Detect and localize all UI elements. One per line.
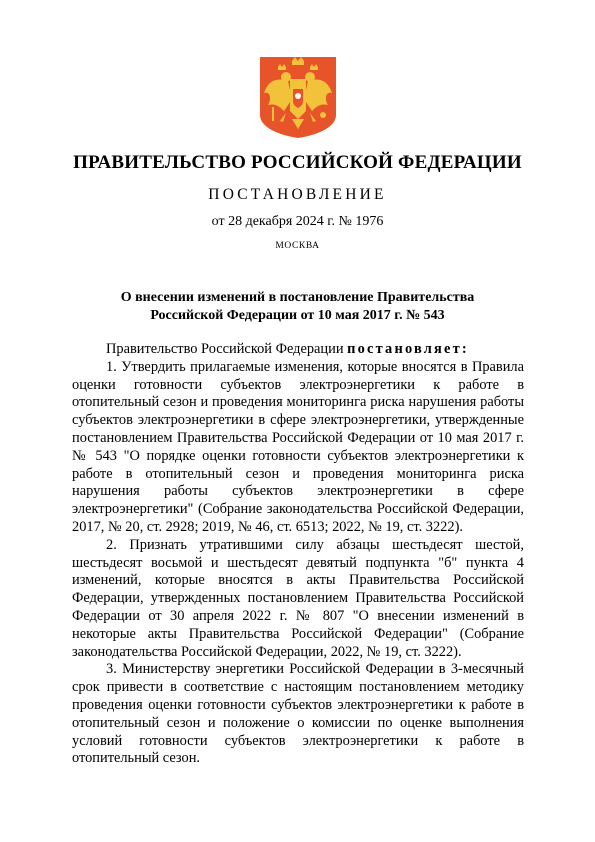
paragraph-1: 1. Утвердить прилагаемые изменения, которые вносятся в Правила оценки готовности субъектов электроэнергетики к работе в отопительный сезон и проведения мониторинга риска нарушения работы субъектов электроэнергетики в сфере электроэнергетики, утвержденные постановлением Правительства Российской Федерации от 10 мая 2017 г. № 543 "О порядке оценки готовности субъектов электроэнергетики к работе в отопительный сезон и проведения мониторинга риска нарушения работы субъектов электроэнергетики в сфере электроэнергетики" (Собрание законодательства Российской Федерации, 2017, № 20, ст. 2928; 2019, № 46, ст. 6513; 2022, № 19, ст. 3222). (72, 358, 524, 535)
government-title: ПРАВИТЕЛЬСТВО РОССИЙСКОЙ ФЕДЕРАЦИИ (73, 152, 522, 173)
decree-date-number: от 28 декабря 2024 г. № 1976 (211, 214, 384, 229)
paragraph-3: 3. Министерству энергетики Российской Федерации в 3-месячный срок привести в соответствие с настоящим постановлением методику проведения оценки готовности субъектов электроэнергетики к работе в отопительный сезон и положение о комиссии по оценке выполнения условий готовности субъектов электроэнергетики к работе в отопительный сезон. (72, 661, 524, 767)
preamble (72, 341, 524, 359)
paragraph-2: 2. Признать утратившими силу абзацы шестьдесят шестой, шестьдесят восьмой и шестьдесят девятый подпункта "б" пункта 4 изменений, которые вносятся в акты Правительства Российской Федерации, утвержденных постановлением Правительства Российской Федерации от 30 апреля 2022 г. № 807 "О внесении изменений в некоторые акты Правительства Российской Федерации" (Собрание законодательства Российской Федерации, 2022, № 19, ст. 3222). (72, 536, 524, 660)
preamble-verb: постановляет: (347, 341, 469, 357)
subject-line-2: Российской Федерации от 10 мая 2017 г. № 543 (150, 308, 445, 323)
document-type: ПОСТАНОВЛЕНИЕ (208, 186, 387, 203)
decree-city: МОСКВА (275, 241, 320, 251)
decree-body (72, 341, 524, 768)
subject-line-1: О внесении изменений в постановление Правительства (120, 290, 475, 305)
decree-subject (0, 289, 595, 325)
coat-of-arms-icon (256, 55, 340, 139)
preamble-text: Правительство Российской Федерации (106, 341, 348, 357)
